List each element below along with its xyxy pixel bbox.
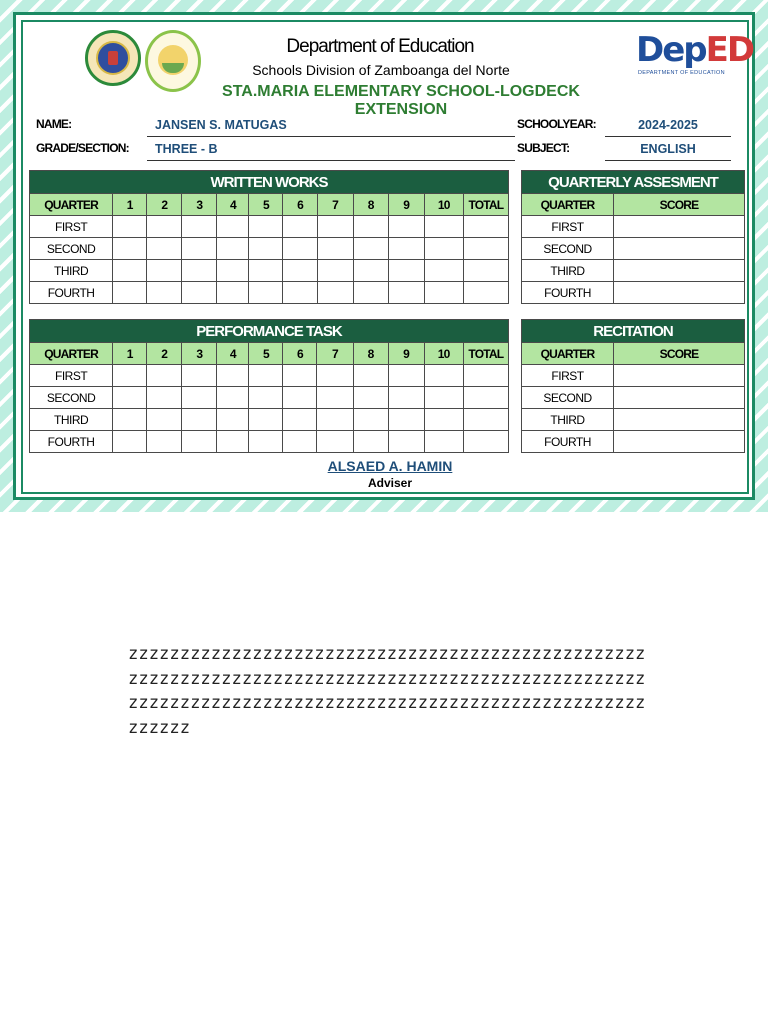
score-cell[interactable] xyxy=(353,260,388,282)
column-header: 4 xyxy=(217,194,249,216)
quarter-label: THIRD xyxy=(30,260,113,282)
score-cell[interactable] xyxy=(113,260,147,282)
score-cell[interactable] xyxy=(217,409,249,431)
column-header: 3 xyxy=(182,343,217,365)
column-header: 4 xyxy=(217,343,249,365)
score-cell[interactable] xyxy=(463,365,508,387)
school-year-label: SCHOOLYEAR: xyxy=(517,117,596,131)
score-cell[interactable] xyxy=(283,365,317,387)
quarter-label: FOURTH xyxy=(30,431,113,453)
table-row xyxy=(522,238,745,260)
column-header: 1 xyxy=(113,343,147,365)
score-cell[interactable] xyxy=(283,260,317,282)
column-header: 3 xyxy=(182,194,217,216)
score-cell[interactable] xyxy=(614,216,745,238)
column-header: QUARTER xyxy=(30,343,113,365)
adviser-name: ALSAED A. HAMIN xyxy=(327,458,453,474)
department-title: Department of Education xyxy=(286,36,474,57)
score-cell[interactable] xyxy=(353,282,388,304)
score-cell[interactable] xyxy=(424,238,463,260)
column-header: 1 xyxy=(113,194,147,216)
column-header: QUARTER xyxy=(522,194,614,216)
score-cell[interactable] xyxy=(353,365,388,387)
score-cell[interactable] xyxy=(614,238,745,260)
score-cell[interactable] xyxy=(217,238,249,260)
table-row xyxy=(522,365,745,387)
score-cell[interactable] xyxy=(388,238,424,260)
score-cell[interactable] xyxy=(113,238,147,260)
column-header: 10 xyxy=(424,194,463,216)
score-cell[interactable] xyxy=(463,431,508,453)
score-cell[interactable] xyxy=(614,387,745,409)
quarter-label: FIRST xyxy=(522,216,614,238)
quarter-label: FIRST xyxy=(522,365,614,387)
score-cell[interactable] xyxy=(614,282,745,304)
score-cell[interactable] xyxy=(463,282,508,304)
performance-task-table xyxy=(29,319,509,453)
score-cell[interactable] xyxy=(113,365,147,387)
score-cell[interactable] xyxy=(147,216,182,238)
score-cell[interactable] xyxy=(283,409,317,431)
deped-logo xyxy=(634,26,754,80)
score-cell[interactable] xyxy=(463,238,508,260)
quarterly-assessment-title: QUARTERLY ASSESMENT xyxy=(522,171,745,194)
score-cell[interactable] xyxy=(147,282,182,304)
score-cell[interactable] xyxy=(283,238,317,260)
score-cell[interactable] xyxy=(388,260,424,282)
table-row xyxy=(522,260,745,282)
column-header: 9 xyxy=(388,343,424,365)
score-cell[interactable] xyxy=(424,216,463,238)
grade-section-field[interactable]: THREE - B xyxy=(147,139,515,161)
written-works-title: WRITTEN WORKS xyxy=(30,171,509,194)
score-cell[interactable] xyxy=(353,387,388,409)
score-cell[interactable] xyxy=(182,431,217,453)
score-cell[interactable] xyxy=(463,387,508,409)
school-name: STA.MARIA ELEMENTARY SCHOOL-LOGDECK EXTENSION xyxy=(222,83,580,118)
table-row xyxy=(30,409,509,431)
score-cell[interactable] xyxy=(182,387,217,409)
table-row xyxy=(30,282,509,304)
column-header: 2 xyxy=(147,343,182,365)
score-cell[interactable] xyxy=(249,431,283,453)
score-cell[interactable] xyxy=(283,431,317,453)
score-cell[interactable] xyxy=(147,365,182,387)
column-header: 2 xyxy=(147,194,182,216)
deped-logo-ed: ED xyxy=(705,30,754,70)
division-subtitle: Schools Division of Zamboanga del Norte xyxy=(252,62,510,78)
score-cell[interactable] xyxy=(113,282,147,304)
score-cell[interactable] xyxy=(388,216,424,238)
column-header: 8 xyxy=(353,194,388,216)
quarter-label: SECOND xyxy=(30,387,113,409)
name-field[interactable]: JANSEN S. MATUGAS xyxy=(147,115,515,137)
score-cell[interactable] xyxy=(463,260,508,282)
written-works-table xyxy=(29,170,509,304)
deped-logo-subtitle: DEPARTMENT OF EDUCATION xyxy=(638,70,725,76)
score-cell[interactable] xyxy=(182,282,217,304)
score-cell[interactable] xyxy=(424,260,463,282)
score-cell[interactable] xyxy=(424,431,463,453)
column-header: SCORE xyxy=(614,194,745,216)
column-header: 6 xyxy=(283,194,317,216)
table-row xyxy=(30,260,509,282)
score-cell[interactable] xyxy=(113,431,147,453)
column-header: TOTAL xyxy=(463,194,508,216)
score-cell[interactable] xyxy=(249,409,283,431)
table-row xyxy=(522,431,745,453)
score-cell[interactable] xyxy=(317,282,353,304)
score-cell[interactable] xyxy=(317,365,353,387)
column-header: 8 xyxy=(353,343,388,365)
column-header: 6 xyxy=(283,343,317,365)
quarter-label: FIRST xyxy=(30,216,113,238)
column-header: SCORE xyxy=(614,343,745,365)
score-cell[interactable] xyxy=(388,431,424,453)
column-header: 9 xyxy=(388,194,424,216)
score-cell[interactable] xyxy=(217,387,249,409)
grade-section-label: GRADE/SECTION: xyxy=(36,141,129,155)
score-cell[interactable] xyxy=(283,282,317,304)
score-cell[interactable] xyxy=(182,409,217,431)
adviser-role: Adviser xyxy=(367,476,413,490)
school-year-field[interactable]: 2024-2025 xyxy=(605,115,731,137)
score-cell[interactable] xyxy=(353,409,388,431)
table-row xyxy=(30,238,509,260)
quarter-label: THIRD xyxy=(30,409,113,431)
score-cell[interactable] xyxy=(147,431,182,453)
score-cell[interactable] xyxy=(317,431,353,453)
subject-field[interactable]: ENGLISH xyxy=(605,139,731,161)
performance-task-title: PERFORMANCE TASK xyxy=(30,320,509,343)
score-cell[interactable] xyxy=(317,238,353,260)
column-header: 7 xyxy=(317,194,353,216)
score-cell[interactable] xyxy=(353,431,388,453)
deped-seal-icon xyxy=(85,30,141,86)
score-cell[interactable] xyxy=(147,409,182,431)
score-cell[interactable] xyxy=(249,238,283,260)
score-cell[interactable] xyxy=(353,216,388,238)
table-row xyxy=(522,282,745,304)
score-cell[interactable] xyxy=(182,365,217,387)
score-cell[interactable] xyxy=(147,387,182,409)
column-header: TOTAL xyxy=(463,343,508,365)
score-cell[interactable] xyxy=(147,260,182,282)
quarter-label: THIRD xyxy=(522,409,614,431)
filler-text: zzzzzzzzzzzzzzzzzzzzzzzzzzzzzzzzzzzzzzzzzzzzzzzzzzzzzzzzzzzzzzzzzzzzzzzzzzzzzzzzzzzzzzzzzzzzzzzzzzzzzzzzzzzzzzzzzzzzzzzzzzzzzzzzzzzzzzzzzzzzzzzzzzzzzzzzzzzz xyxy=(128,644,646,738)
score-cell[interactable] xyxy=(424,409,463,431)
score-cell[interactable] xyxy=(388,409,424,431)
score-cell[interactable] xyxy=(614,431,745,453)
subject-label: SUBJECT: xyxy=(517,141,570,155)
score-cell[interactable] xyxy=(424,365,463,387)
score-cell[interactable] xyxy=(317,216,353,238)
table-row xyxy=(30,431,509,453)
score-cell[interactable] xyxy=(463,409,508,431)
score-cell[interactable] xyxy=(424,387,463,409)
column-header: 5 xyxy=(249,194,283,216)
name-label: NAME: xyxy=(36,117,72,131)
quarter-label: FOURTH xyxy=(522,431,614,453)
score-cell[interactable] xyxy=(424,282,463,304)
score-cell[interactable] xyxy=(317,409,353,431)
table-row xyxy=(30,387,509,409)
quarter-label: THIRD xyxy=(522,260,614,282)
score-cell[interactable] xyxy=(249,365,283,387)
score-cell[interactable] xyxy=(317,387,353,409)
score-cell[interactable] xyxy=(388,282,424,304)
score-cell[interactable] xyxy=(388,387,424,409)
quarter-label: SECOND xyxy=(522,238,614,260)
score-cell[interactable] xyxy=(217,216,249,238)
score-cell[interactable] xyxy=(113,216,147,238)
table-row xyxy=(522,387,745,409)
score-cell[interactable] xyxy=(614,409,745,431)
recitation-table xyxy=(521,319,745,453)
score-cell[interactable] xyxy=(217,365,249,387)
quarter-label: FOURTH xyxy=(522,282,614,304)
score-cell[interactable] xyxy=(283,387,317,409)
score-cell[interactable] xyxy=(388,365,424,387)
quarter-label: FIRST xyxy=(30,365,113,387)
column-header: 10 xyxy=(424,343,463,365)
score-cell[interactable] xyxy=(317,260,353,282)
score-cell[interactable] xyxy=(217,431,249,453)
quarterly-assessment-table xyxy=(521,170,745,304)
score-cell[interactable] xyxy=(113,409,147,431)
recitation-title: RECITATION xyxy=(522,320,745,343)
column-header: QUARTER xyxy=(30,194,113,216)
table-row xyxy=(522,216,745,238)
score-cell[interactable] xyxy=(249,216,283,238)
score-cell[interactable] xyxy=(283,216,317,238)
score-cell[interactable] xyxy=(217,260,249,282)
score-cell[interactable] xyxy=(182,216,217,238)
score-cell[interactable] xyxy=(353,238,388,260)
column-header: 7 xyxy=(317,343,353,365)
score-cell[interactable] xyxy=(614,260,745,282)
quarter-label: SECOND xyxy=(522,387,614,409)
score-cell[interactable] xyxy=(147,238,182,260)
table-row xyxy=(30,216,509,238)
score-cell[interactable] xyxy=(217,282,249,304)
score-cell[interactable] xyxy=(249,282,283,304)
score-cell[interactable] xyxy=(614,365,745,387)
score-cell[interactable] xyxy=(182,238,217,260)
column-header: 5 xyxy=(249,343,283,365)
table-row xyxy=(522,409,745,431)
score-cell[interactable] xyxy=(113,387,147,409)
score-cell[interactable] xyxy=(182,260,217,282)
score-cell[interactable] xyxy=(249,260,283,282)
deped-logo-dep: Dep xyxy=(636,30,706,70)
quarter-label: FOURTH xyxy=(30,282,113,304)
score-cell[interactable] xyxy=(463,216,508,238)
column-header: QUARTER xyxy=(522,343,614,365)
score-cell[interactable] xyxy=(249,387,283,409)
table-row xyxy=(30,365,509,387)
quarter-label: SECOND xyxy=(30,238,113,260)
